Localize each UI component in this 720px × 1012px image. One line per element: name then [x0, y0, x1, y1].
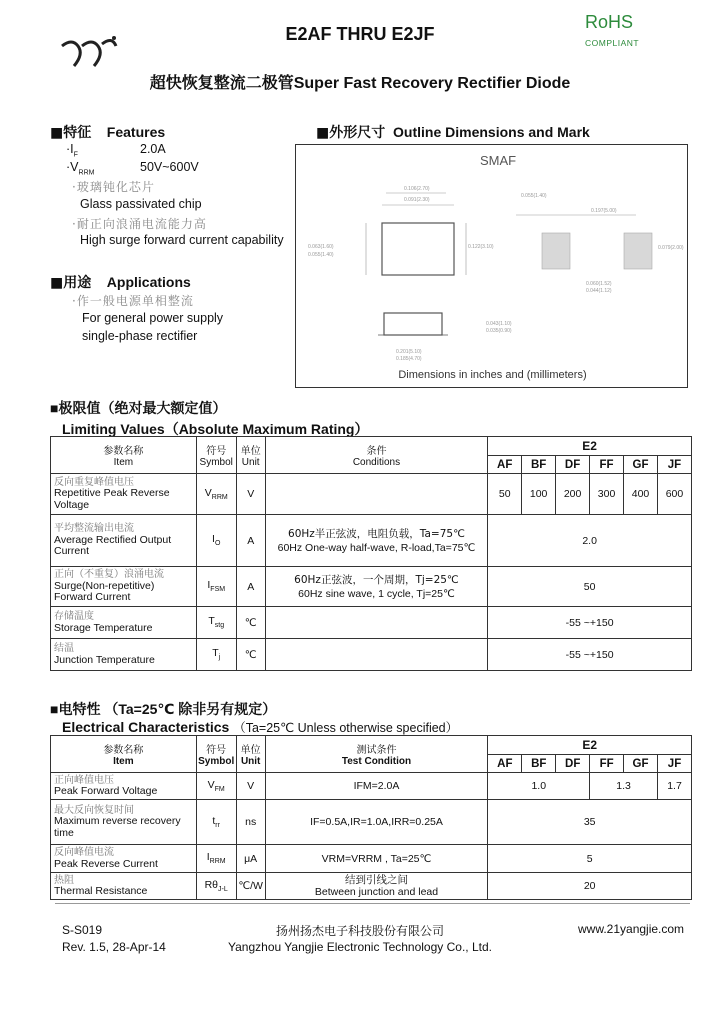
- unit-cell: V: [236, 773, 265, 800]
- variant-df: DF: [556, 456, 590, 474]
- variant-df: DF: [556, 755, 590, 773]
- electrical-group-e2: E2: [488, 736, 692, 755]
- symbol-cell: $I_O$: [196, 515, 236, 567]
- condition-cell: [265, 474, 488, 515]
- value-cell: 2.0: [488, 515, 692, 567]
- symbol-cell: $T_j$: [196, 639, 236, 671]
- feature-vrrm: $\cdot V_{RRM}$ 50V~600V: [66, 160, 199, 177]
- features-heading: ■特征 Features: [50, 124, 166, 141]
- outline-caption: Dimensions in inches and (millimeters): [398, 369, 587, 381]
- electrical-row-irrm: [51, 845, 692, 873]
- electrical-col-item: 参数名称 Item: [51, 736, 197, 773]
- limiting-col-item: 参数名称 Item: [51, 437, 197, 474]
- electrical-heading-en: Electrical Characteristics （Ta=25℃ Unless otherwise specified）: [62, 719, 459, 735]
- condition-cell: 60Hz半正弦波，电阻负载，Ta=75℃ 60Hz One-way half-wave, R-load,Ta=75℃: [265, 515, 488, 567]
- variant-af: AF: [488, 456, 522, 474]
- variant-bf: BF: [522, 755, 556, 773]
- product-subtitle: [0, 70, 720, 93]
- electrical-header-row: [51, 736, 692, 755]
- value-cell: 50: [488, 567, 692, 607]
- symbol-cell: $R\theta_{J-L}$: [196, 873, 236, 900]
- revision: Rev. 1.5, 28-Apr-14: [62, 940, 166, 954]
- electrical-col-symbol: 符号 Symbol: [196, 736, 236, 773]
- limiting-row-tstg: [51, 607, 692, 639]
- svg-text:0.044(1.12): 0.044(1.12): [586, 288, 612, 294]
- value-cell: 1.7: [658, 773, 692, 800]
- electrical-col-unit: 单位 Unit: [236, 736, 265, 773]
- limiting-heading-en: Limiting Values（Absolute Maximum Rating）: [62, 421, 369, 437]
- value-cell: 600: [657, 474, 691, 515]
- limiting-row-tj: [51, 639, 692, 671]
- limiting-table: [50, 436, 692, 671]
- outline-heading: ■外形尺寸 Outline Dimensions and Mark: [316, 124, 590, 141]
- svg-text:0.122(3.10): 0.122(3.10): [468, 244, 494, 250]
- value-cell: 100: [522, 474, 556, 515]
- variant-bf: BF: [522, 456, 556, 474]
- variant-jf: JF: [657, 456, 691, 474]
- value-cell: 300: [590, 474, 624, 515]
- svg-text:0.060(1.52): 0.060(1.52): [586, 281, 612, 287]
- symbol-cell: $V_{RRM}$: [196, 474, 236, 515]
- unit-cell: ℃: [236, 607, 265, 639]
- item-cell: 反向重复峰值电压 Repetitive Peak Reverse Voltage: [51, 474, 197, 515]
- limiting-row-io: [51, 515, 692, 567]
- company-name-cn: 扬州扬杰电子科技股份有限公司: [275, 924, 444, 938]
- limiting-header-row: [51, 437, 692, 456]
- value-cell: 200: [556, 474, 590, 515]
- symbol-cell: $I_{RRM}$: [196, 845, 236, 873]
- svg-text:0.185(4.70): 0.185(4.70): [396, 356, 422, 362]
- symbol-cell: $T_{stg}$: [196, 607, 236, 639]
- value-cell: -55 ~+150: [488, 639, 692, 671]
- electrical-row-rth: [51, 873, 692, 900]
- condition-cell: [265, 607, 488, 639]
- footer-divider: [55, 903, 690, 904]
- svg-text:0.079(2.00): 0.079(2.00): [658, 245, 684, 251]
- electrical-row-vfm: [51, 773, 692, 800]
- unit-cell: A: [236, 567, 265, 607]
- subtitle-en: Super Fast Recovery Rectifier Diode: [293, 75, 571, 92]
- application-cn: ·作一般电源单相整流: [72, 294, 194, 308]
- unit-cell: ℃/W: [236, 873, 265, 900]
- unit-cell: ns: [236, 800, 265, 845]
- outline-drawing-box: [295, 144, 688, 388]
- limiting-col-conditions: 条件 Conditions: [265, 437, 488, 474]
- svg-text:0.043(1.10): 0.043(1.10): [486, 321, 512, 327]
- unit-cell: μA: [236, 845, 265, 873]
- item-cell: 热阻 Thermal Resistance: [51, 873, 197, 900]
- value-cell: 400: [624, 474, 658, 515]
- rohs-compliant-label: COMPLIANT: [585, 38, 640, 48]
- limiting-col-symbol: 符号 Symbol: [196, 437, 236, 474]
- electrical-row-trr: [51, 800, 692, 845]
- electrical-heading-cn: ■电特性 （Ta=25℃ 除非另有规定）: [50, 701, 277, 717]
- document-title: E2AF THRU E2JF: [285, 24, 435, 44]
- condition-cell: IF=0.5A,IR=1.0A,IRR=0.25A: [265, 800, 488, 845]
- variant-ff: FF: [590, 755, 624, 773]
- limiting-col-unit: 单位 Unit: [236, 437, 265, 474]
- item-cell: 正向（不重复）浪涌电流 Surge(Non-repetitive) Forward Current: [51, 567, 197, 607]
- feature-surge-cn: ·耐正向浪涌电流能力高: [72, 217, 207, 231]
- package-name: SMAF: [480, 153, 517, 168]
- unit-cell: A: [236, 515, 265, 567]
- feature-chip-cn: ·玻璃钝化芯片: [72, 180, 155, 194]
- item-cell: 正向峰值电压 Peak Forward Voltage: [51, 773, 197, 800]
- variant-gf: GF: [624, 755, 658, 773]
- limiting-heading-cn: ■极限值（绝对最大额定值）: [50, 400, 227, 416]
- svg-text:0.201(5.10): 0.201(5.10): [396, 349, 422, 355]
- rohs-mark: RoHS: [585, 12, 634, 32]
- variant-af: AF: [488, 755, 522, 773]
- svg-text:0.063(1.60): 0.063(1.60): [308, 244, 334, 250]
- svg-text:0.055(1.40): 0.055(1.40): [521, 193, 547, 199]
- condition-cell: 结到引线之间 Between junction and lead: [265, 873, 488, 900]
- variant-jf: JF: [658, 755, 692, 773]
- feature-if: $\cdot I_F$ 2.0A: [66, 142, 166, 159]
- electrical-table: [50, 735, 692, 900]
- item-cell: 存储温度 Storage Temperature: [51, 607, 197, 639]
- svg-text:0.055(1.40): 0.055(1.40): [308, 252, 334, 258]
- item-cell: 反向峰值电流 Peak Reverse Current: [51, 845, 197, 873]
- svg-text:0.106(2.70): 0.106(2.70): [404, 186, 430, 192]
- svg-text:0.197(5.00): 0.197(5.00): [591, 208, 617, 214]
- application-en-2: single-phase rectifier: [82, 329, 198, 343]
- value-cell: 5: [488, 845, 692, 873]
- electrical-col-condition: 测试条件 Test Condition: [265, 736, 488, 773]
- limiting-group-e2: E2: [488, 437, 692, 456]
- item-cell: 结温 Junction Temperature: [51, 639, 197, 671]
- application-en-1: For general power supply: [82, 311, 224, 325]
- value-cell: 1.3: [590, 773, 658, 800]
- applications-heading: ■用途 Applications: [50, 274, 191, 291]
- value-cell: 20: [488, 873, 692, 900]
- value-cell: -55 ~+150: [488, 607, 692, 639]
- condition-cell: VRM=VRRM , Ta=25℃: [265, 845, 488, 873]
- subtitle-cn: 超快恢复整流二极管: [149, 73, 294, 92]
- company-name-en: Yangzhou Yangjie Electronic Technology Co., Ltd.: [228, 940, 492, 954]
- item-cell: 最大反向恢复时间 Maximum reverse recovery time: [51, 800, 197, 845]
- unit-cell: V: [236, 474, 265, 515]
- symbol-cell: $V_{FM}$: [196, 773, 236, 800]
- value-cell: 1.0: [488, 773, 590, 800]
- variant-ff: FF: [590, 456, 624, 474]
- unit-cell: ℃: [236, 639, 265, 671]
- website-link[interactable]: www.21yangjie.com: [578, 922, 685, 936]
- value-cell: 50: [488, 474, 522, 515]
- svg-text:0.091(2.30): 0.091(2.30): [404, 197, 430, 203]
- symbol-cell: $I_{FSM}$: [196, 567, 236, 607]
- feature-chip-en: Glass passivated chip: [80, 197, 202, 211]
- condition-cell: 60Hz正弦波，一个周期，Tj=25℃ 60Hz sine wave, 1 cycle, Tj=25℃: [265, 567, 488, 607]
- feature-surge-en: High surge forward current capability: [80, 233, 284, 247]
- outline-drawing: [296, 145, 689, 389]
- doc-id: S-S019: [62, 923, 103, 937]
- limiting-row-vrrm: [51, 474, 692, 515]
- svg-text:0.035(0.90): 0.035(0.90): [486, 328, 512, 334]
- item-cell: 平均整流输出电流 Average Rectified Output Current: [51, 515, 197, 567]
- condition-cell: IFM=2.0A: [265, 773, 488, 800]
- variant-gf: GF: [624, 456, 658, 474]
- condition-cell: [265, 639, 488, 671]
- symbol-cell: $t_{rr}$: [196, 800, 236, 845]
- limiting-row-ifsm: [51, 567, 692, 607]
- value-cell: 35: [488, 800, 692, 845]
